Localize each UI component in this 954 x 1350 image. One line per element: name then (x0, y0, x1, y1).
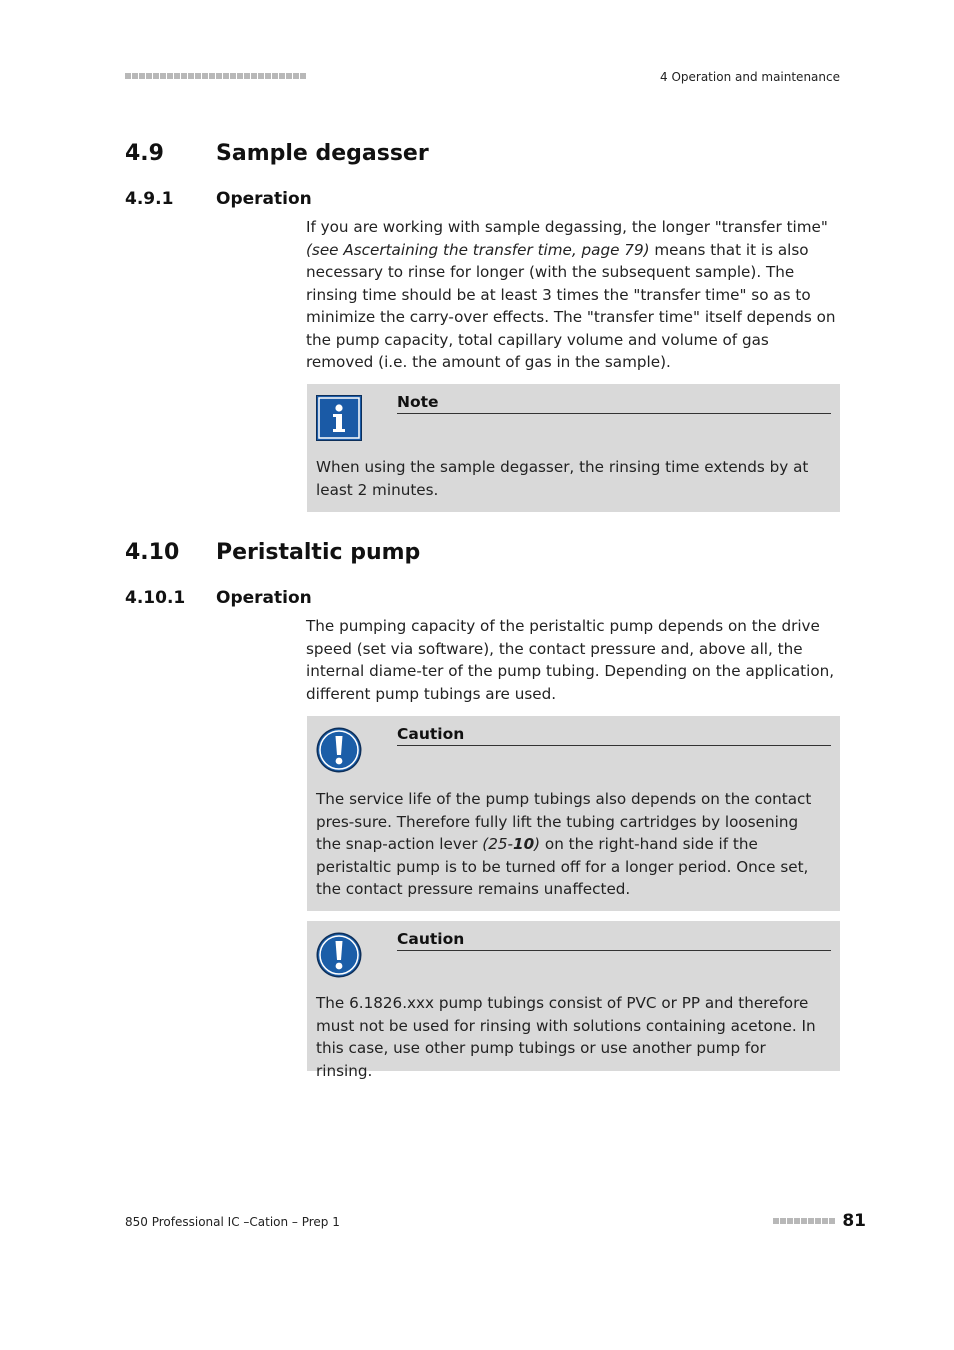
decoration-square (153, 73, 159, 79)
decoration-square (223, 73, 229, 79)
decoration-square (279, 73, 285, 79)
note-box (307, 384, 840, 512)
section-title: Sample degasser (216, 141, 429, 166)
note-title: Note (397, 393, 831, 414)
running-header: 4 Operation and maintenance (660, 70, 840, 84)
decoration-square (293, 73, 299, 79)
exclamation-icon (316, 932, 362, 978)
caution-title: Caution (397, 725, 831, 746)
caution-text: The service life of the pump tubings also depends on the contact pres-sure. Therefore fully lift the tubing cartridges by loosening the snap-action lever (25-10) on the right-hand side if the peristaltic pump is to be turned off for a longer period. Once set, the contact pressure remains unaffected. (316, 790, 812, 898)
page-number: 81 (842, 1211, 866, 1231)
decoration-square (272, 73, 278, 79)
paragraph-peristaltic-pump: The pumping capacity of the peristaltic pump depends on the drive speed (set via software), the contact pressure and, above all, the internal diame-ter of the pump tubing. Depending on the application, different pump tubings are used. (306, 617, 835, 703)
decoration-square (125, 73, 131, 79)
decoration-square (188, 73, 194, 79)
decoration-square (815, 1218, 821, 1224)
info-icon (316, 395, 362, 441)
decoration-square (202, 73, 208, 79)
decoration-square (829, 1218, 835, 1224)
subsection-title: Operation (216, 588, 312, 608)
caution-box-2 (307, 921, 840, 1080)
caution-title: Caution (397, 930, 831, 951)
decoration-square (209, 73, 215, 79)
subsection-number: 4.9.1 (125, 189, 174, 209)
decoration-square (195, 73, 201, 79)
footer-product-name: 850 Professional IC –Cation – Prep 1 (125, 1215, 340, 1229)
decoration-square (146, 73, 152, 79)
decoration-square (230, 73, 236, 79)
decoration-square (787, 1218, 793, 1224)
section-number: 4.9 (125, 141, 164, 166)
decoration-square (181, 73, 187, 79)
caution-text: The 6.1826.xxx pump tubings consist of PVC or PP and therefore must not be used for rinsing with solutions containing acetone. In this case, use other pump tubings or use another pump for rinsing. (316, 994, 816, 1080)
decoration-square (174, 73, 180, 79)
section-title: Peristaltic pump (216, 540, 421, 565)
exclamation-icon (316, 727, 362, 773)
figure-reference[interactable]: (25-10) (482, 835, 541, 853)
decoration-square (244, 73, 250, 79)
decoration-square (160, 73, 166, 79)
decoration-square (167, 73, 173, 79)
section-number: 4.10 (125, 540, 180, 565)
section-heading-4-9 (125, 141, 429, 166)
decoration-square (265, 73, 271, 79)
decoration-square (300, 73, 306, 79)
decoration-square (801, 1218, 807, 1224)
section-heading-4-10 (125, 540, 420, 565)
decoration-square (132, 73, 138, 79)
decoration-square (139, 73, 145, 79)
decoration-square (808, 1218, 814, 1224)
subsection-heading-4-10-1 (125, 588, 312, 608)
caution-box-1 (307, 716, 840, 911)
cross-reference[interactable]: (see Ascertaining the transfer time, page 79) (306, 240, 650, 259)
header-decoration (125, 73, 306, 79)
subsection-title: Operation (216, 189, 312, 209)
decoration-square (237, 73, 243, 79)
decoration-square (780, 1218, 786, 1224)
decoration-square (822, 1218, 828, 1224)
decoration-square (794, 1218, 800, 1224)
decoration-square (216, 73, 222, 79)
subsection-heading-4-9-1 (125, 189, 312, 209)
decoration-square (251, 73, 257, 79)
decoration-square (286, 73, 292, 79)
subsection-number: 4.10.1 (125, 588, 186, 608)
paragraph-sample-degassing: If you are working with sample degassing, the longer "transfer time" (see Ascertaining the transfer time, page 79) means that it is also necessary to rinse for longer (with the subsequent sample). The rinsing time should be at least 3 times the "transfer time" so as to minimize the carry-over effects. The "transfer time" itself depends on the pump capacity, total capillary volume and volume of gas removed (i.e. the amount of gas in the sample). (306, 218, 836, 371)
footer-decoration (773, 1218, 835, 1224)
note-text: When using the sample degasser, the rinsing time extends by at least 2 minutes. (316, 458, 809, 499)
decoration-square (258, 73, 264, 79)
decoration-square (773, 1218, 779, 1224)
